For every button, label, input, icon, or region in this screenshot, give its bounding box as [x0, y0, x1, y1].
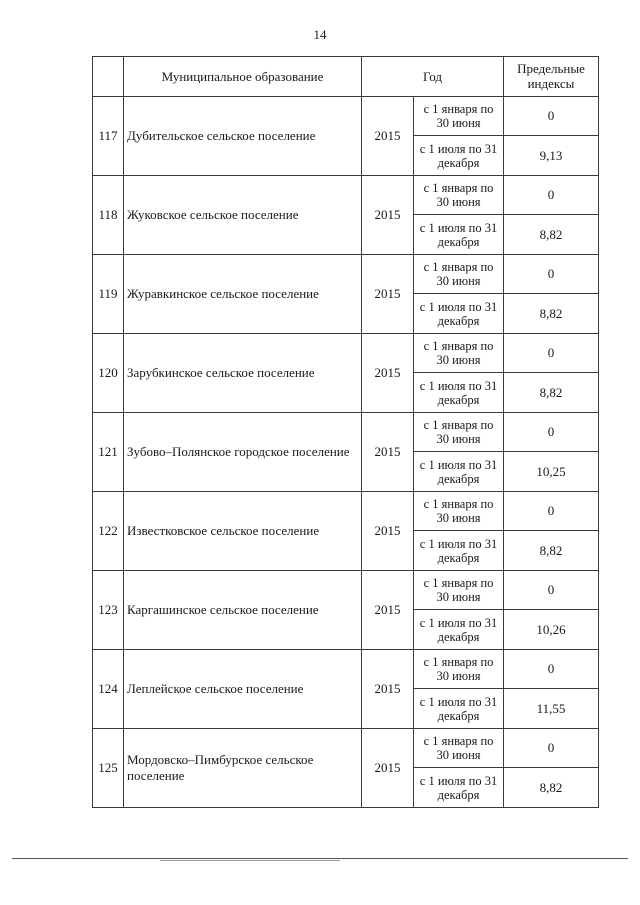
period-second-half: с 1 июля по 31 декабря: [414, 136, 504, 176]
index-second-half: 8,82: [504, 531, 599, 571]
index-second-half: 9,13: [504, 136, 599, 176]
year-value: 2015: [362, 492, 414, 571]
period-first-half: с 1 января по 30 июня: [414, 571, 504, 610]
table-row: [93, 729, 599, 768]
index-second-half: 10,26: [504, 610, 599, 650]
municipality-name: Мордовско–Пимбурское сельское поселение: [124, 729, 362, 808]
year-value: 2015: [362, 255, 414, 334]
period-first-half: с 1 января по 30 июня: [414, 492, 504, 531]
period-second-half: с 1 июля по 31 декабря: [414, 768, 504, 808]
row-number: 121: [93, 413, 124, 492]
municipality-name: Журавкинское сельское поселение: [124, 255, 362, 334]
row-number: 117: [93, 97, 124, 176]
municipality-name: Леплейское сельское поселение: [124, 650, 362, 729]
row-number: 122: [93, 492, 124, 571]
year-value: 2015: [362, 413, 414, 492]
index-first-half: 0: [504, 492, 599, 531]
municipality-name: Известковское сельское поселение: [124, 492, 362, 571]
header-index: Предельные индексы: [504, 57, 599, 97]
row-number: 119: [93, 255, 124, 334]
header-year: Год: [362, 57, 504, 97]
table-row: [93, 334, 599, 373]
index-second-half: 8,82: [504, 768, 599, 808]
municipality-name: Зарубкинское сельское поселение: [124, 334, 362, 413]
table-row: [93, 650, 599, 689]
index-first-half: 0: [504, 334, 599, 373]
table-row: [93, 97, 599, 136]
index-first-half: 0: [504, 176, 599, 215]
period-second-half: с 1 июля по 31 декабря: [414, 452, 504, 492]
index-second-half: 8,82: [504, 294, 599, 334]
row-number: 123: [93, 571, 124, 650]
table-header-row: [93, 57, 599, 97]
header-municipality: Муниципальное образование: [124, 57, 362, 97]
index-first-half: 0: [504, 650, 599, 689]
municipality-name: Зубово–Полянское городское поселение: [124, 413, 362, 492]
page-number: 14: [313, 27, 327, 42]
row-number: 125: [93, 729, 124, 808]
row-number: 118: [93, 176, 124, 255]
period-second-half: с 1 июля по 31 декабря: [414, 610, 504, 650]
table-row: [93, 413, 599, 452]
row-number: 124: [93, 650, 124, 729]
period-first-half: с 1 января по 30 июня: [414, 176, 504, 215]
period-second-half: с 1 июля по 31 декабря: [414, 531, 504, 571]
index-first-half: 0: [504, 255, 599, 294]
indices-table: [92, 56, 599, 808]
index-second-half: 8,82: [504, 215, 599, 255]
table-row: [93, 492, 599, 531]
period-first-half: с 1 января по 30 июня: [414, 413, 504, 452]
row-number: 120: [93, 334, 124, 413]
period-first-half: с 1 января по 30 июня: [414, 97, 504, 136]
period-second-half: с 1 июля по 31 декабря: [414, 689, 504, 729]
index-second-half: 8,82: [504, 373, 599, 413]
header-num: [93, 57, 124, 97]
year-value: 2015: [362, 176, 414, 255]
index-second-half: 10,25: [504, 452, 599, 492]
year-value: 2015: [362, 650, 414, 729]
period-first-half: с 1 января по 30 июня: [414, 729, 504, 768]
municipality-name: Жуковское сельское поселение: [124, 176, 362, 255]
year-value: 2015: [362, 97, 414, 176]
index-first-half: 0: [504, 729, 599, 768]
municipality-name: Каргашинское сельское поселение: [124, 571, 362, 650]
period-first-half: с 1 января по 30 июня: [414, 334, 504, 373]
year-value: 2015: [362, 571, 414, 650]
page-bottom-rule-faint: [160, 860, 340, 861]
table-row: [93, 571, 599, 610]
period-second-half: с 1 июля по 31 декабря: [414, 294, 504, 334]
table-row: [93, 176, 599, 215]
year-value: 2015: [362, 334, 414, 413]
page-bottom-rule: [12, 858, 628, 859]
table-row: [93, 255, 599, 294]
index-first-half: 0: [504, 97, 599, 136]
municipality-name: Дубительское сельское поселение: [124, 97, 362, 176]
index-first-half: 0: [504, 413, 599, 452]
index-first-half: 0: [504, 571, 599, 610]
period-first-half: с 1 января по 30 июня: [414, 650, 504, 689]
period-first-half: с 1 января по 30 июня: [414, 255, 504, 294]
index-second-half: 11,55: [504, 689, 599, 729]
period-second-half: с 1 июля по 31 декабря: [414, 215, 504, 255]
period-second-half: с 1 июля по 31 декабря: [414, 373, 504, 413]
year-value: 2015: [362, 729, 414, 808]
